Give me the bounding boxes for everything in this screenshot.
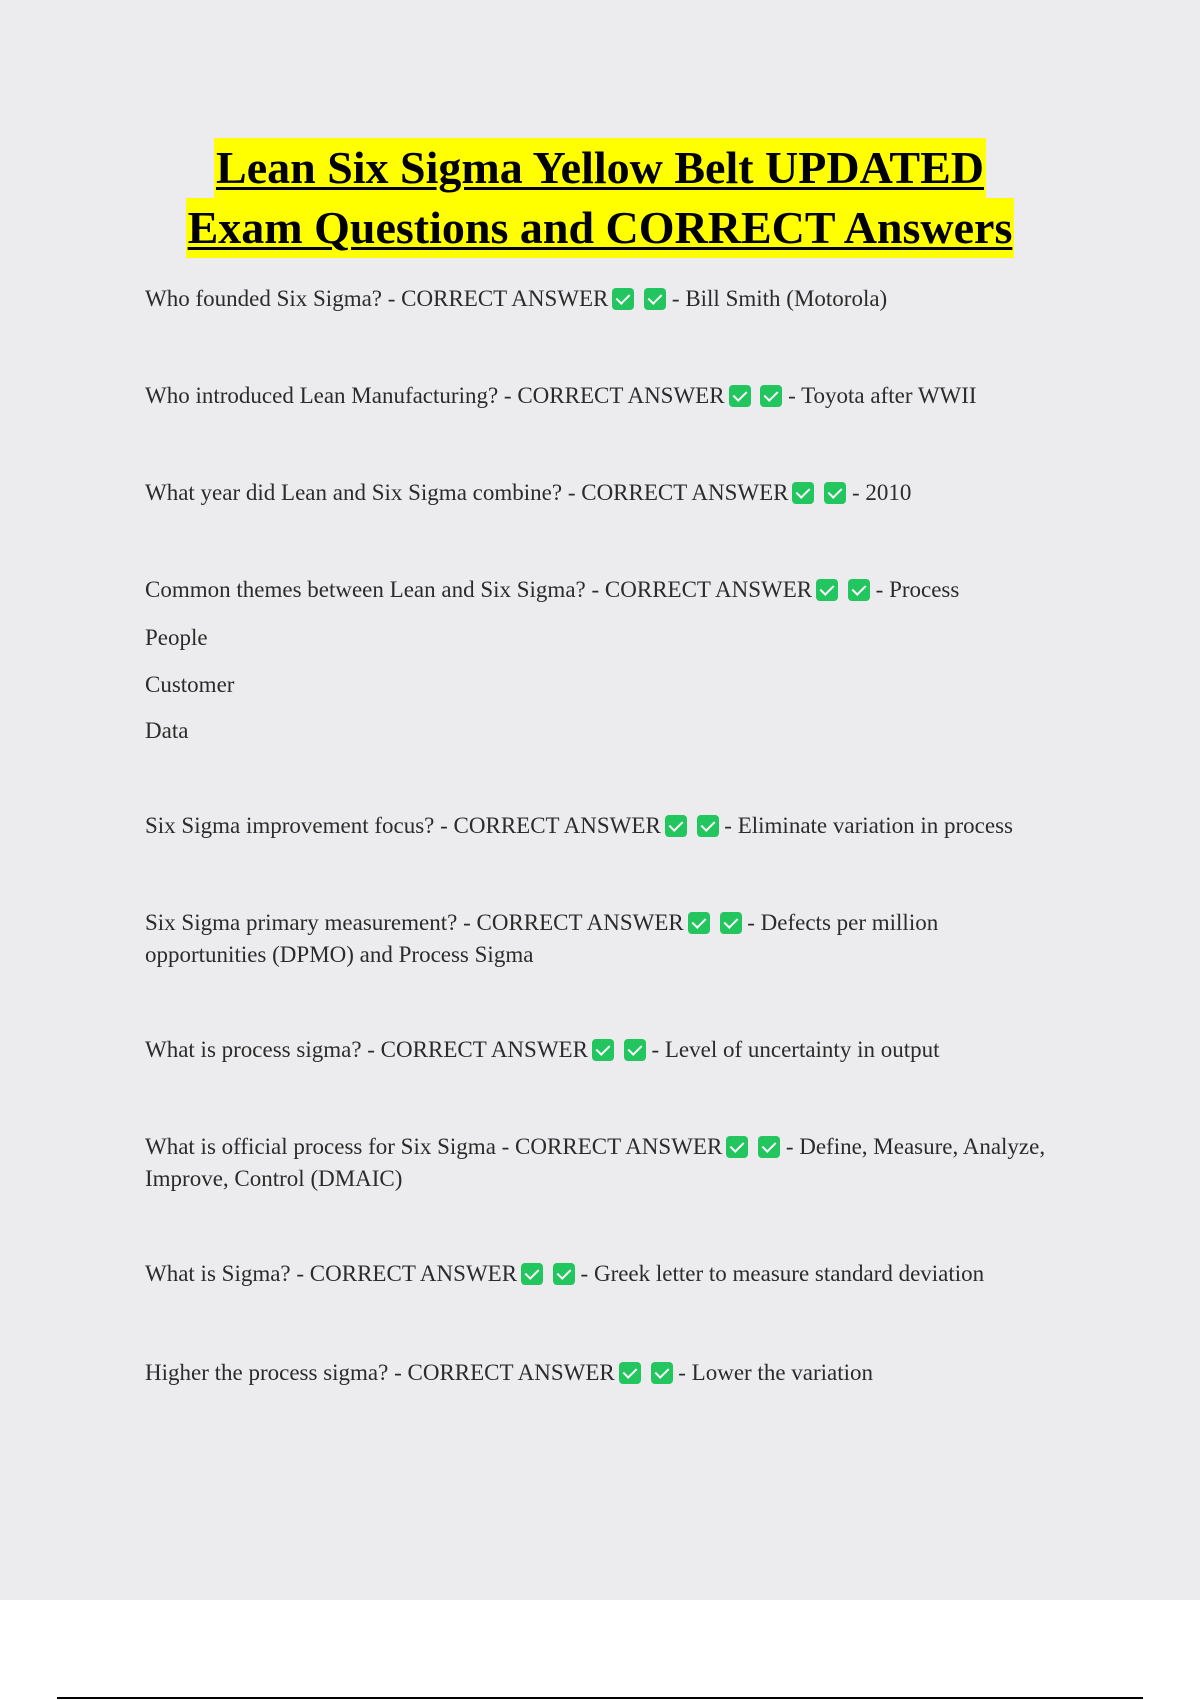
check-mark-icon	[792, 482, 814, 504]
answer-text: - Greek letter to measure standard deviation	[580, 1261, 985, 1286]
qa-item	[145, 1034, 1065, 1066]
check-mark-icon	[592, 1039, 614, 1061]
check-mark-icon	[697, 815, 719, 837]
check-mark-icon	[848, 579, 870, 601]
qa-item	[145, 1357, 1065, 1389]
check-mark-icon	[624, 1039, 646, 1061]
qa-item	[145, 810, 1065, 842]
question-text: Who introduced Lean Manufacturing? - CORRECT ANSWER	[145, 383, 725, 408]
qa-item	[145, 283, 1065, 315]
check-mark-icon	[651, 1362, 673, 1384]
qa-item	[145, 477, 1065, 509]
question-text: What is Sigma? - CORRECT ANSWER	[145, 1261, 518, 1286]
answer-text: - Defects per million opportunities (DPMO) and Process Sigma	[145, 910, 939, 967]
answer-text: - Lower the variation	[678, 1360, 874, 1385]
qa-item	[145, 907, 1065, 971]
check-mark-icon	[816, 579, 838, 601]
check-mark-icon	[688, 912, 710, 934]
check-mark-icon	[553, 1263, 575, 1285]
answer-extra-line: Customer	[145, 672, 235, 697]
question-text: Common themes between Lean and Six Sigma? - CORRECT ANSWER	[145, 577, 813, 602]
document-title	[0, 138, 1200, 258]
check-mark-icon	[824, 482, 846, 504]
qa-item	[145, 574, 1065, 606]
check-mark-icon	[665, 815, 687, 837]
check-mark-icon	[729, 385, 751, 407]
answer-text: - Eliminate variation in process	[724, 813, 1013, 838]
answer-text: - Toyota after WWII	[788, 383, 977, 408]
question-text: Who founded Six Sigma? - CORRECT ANSWER	[145, 286, 609, 311]
qa-item	[145, 1131, 1065, 1195]
check-mark-icon	[720, 912, 742, 934]
answer-text: - Bill Smith (Motorola)	[671, 286, 888, 311]
check-mark-icon	[521, 1263, 543, 1285]
check-mark-icon	[726, 1136, 748, 1158]
answer-extra-line: Data	[145, 718, 189, 743]
title-line-1: Lean Six Sigma Yellow Belt UPDATED	[214, 138, 986, 198]
qa-item	[145, 1258, 1065, 1290]
question-text: Six Sigma primary measurement? - CORRECT ANSWER	[145, 910, 684, 935]
check-mark-icon	[612, 288, 634, 310]
check-mark-icon	[644, 288, 666, 310]
qa-item	[145, 380, 1065, 412]
question-text: What is official process for Six Sigma - CORRECT ANSWER	[145, 1134, 723, 1159]
question-text: What year did Lean and Six Sigma combine? - CORRECT ANSWER	[145, 480, 789, 505]
question-text: Six Sigma improvement focus? - CORRECT ANSWER	[145, 813, 661, 838]
answer-text: - Process	[875, 577, 960, 602]
answer-text: - 2010	[851, 480, 912, 505]
answer-text: - Level of uncertainty in output	[651, 1037, 940, 1062]
page-divider	[57, 1697, 1143, 1699]
answer-text: - Define, Measure, Analyze, Improve, Control (DMAIC)	[145, 1134, 1046, 1191]
answer-extra-line: People	[145, 625, 208, 650]
question-text: Higher the process sigma? - CORRECT ANSWER	[145, 1360, 615, 1385]
question-text: What is process sigma? - CORRECT ANSWER	[145, 1037, 588, 1062]
check-mark-icon	[619, 1362, 641, 1384]
title-line-2: Exam Questions and CORRECT Answers	[186, 198, 1015, 258]
check-mark-icon	[760, 385, 782, 407]
check-mark-icon	[758, 1136, 780, 1158]
